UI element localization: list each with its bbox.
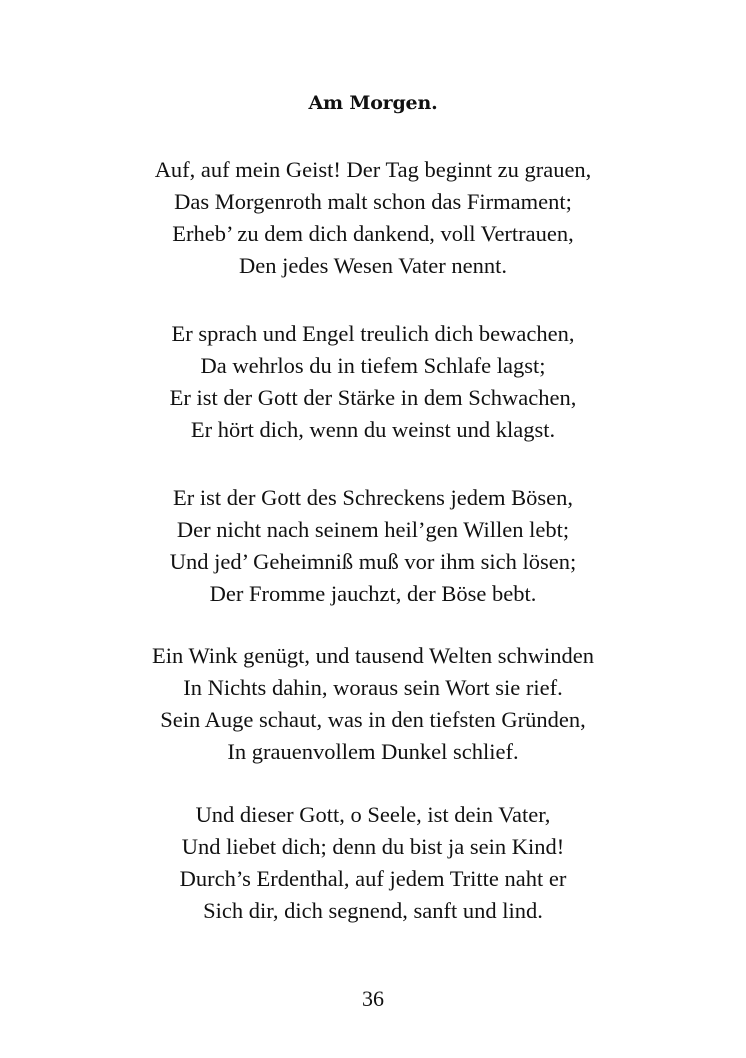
- stanza-2: [0, 318, 746, 446]
- stanza-4: [0, 640, 746, 768]
- poem-title: Am Morgen.: [308, 92, 438, 114]
- stanza-3: [0, 482, 746, 610]
- verse-line: Sein Auge schaut, was in den tiefsten Gründen,: [160, 707, 586, 732]
- verse-line: Und liebet dich; denn du bist ja sein Kind!: [181, 834, 565, 859]
- verse-line: In grauenvollem Dunkel schlief.: [227, 739, 519, 764]
- verse-line: Er ist der Gott des Schreckens jedem Bösen,: [173, 485, 573, 510]
- page-number: 36: [362, 986, 384, 1011]
- verse-line: Er sprach und Engel treulich dich bewachen,: [171, 321, 575, 346]
- verse-line: Den jedes Wesen Vater nennt.: [239, 253, 507, 278]
- verse-line: Er hört dich, wenn du weinst und klagst.: [190, 417, 556, 442]
- verse-line: Und jed’ Geheimniß muß vor ihm sich lösen;: [169, 549, 577, 574]
- verse-line: Sich dir, dich segnend, sanft und lind.: [203, 898, 543, 923]
- verse-line: Der nicht nach seinem heil’gen Willen lebt;: [176, 517, 570, 542]
- verse-line: Das Morgenroth malt schon das Firmament;: [174, 189, 572, 214]
- verse-line: Erheb’ zu dem dich dankend, voll Vertrauen,: [172, 221, 574, 246]
- verse-line: Und dieser Gott, o Seele, ist dein Vater,: [195, 802, 551, 827]
- stanza-5: [0, 799, 746, 927]
- verse-line: Der Fromme jauchzt, der Böse bebt.: [209, 581, 537, 606]
- verse-line: Auf, auf mein Geist! Der Tag beginnt zu grauen,: [154, 157, 592, 182]
- stanza-1: [0, 154, 746, 282]
- verse-line: Ein Wink genügt, und tausend Welten schwinden: [151, 643, 594, 668]
- verse-line: Er ist der Gott der Stärke in dem Schwachen,: [169, 385, 577, 410]
- verse-line: Da wehrlos du in tiefem Schlafe lagst;: [200, 353, 546, 378]
- verse-line: Durch’s Erdenthal, auf jedem Tritte naht er: [179, 866, 567, 891]
- verse-line: In Nichts dahin, woraus sein Wort sie rief.: [183, 675, 563, 700]
